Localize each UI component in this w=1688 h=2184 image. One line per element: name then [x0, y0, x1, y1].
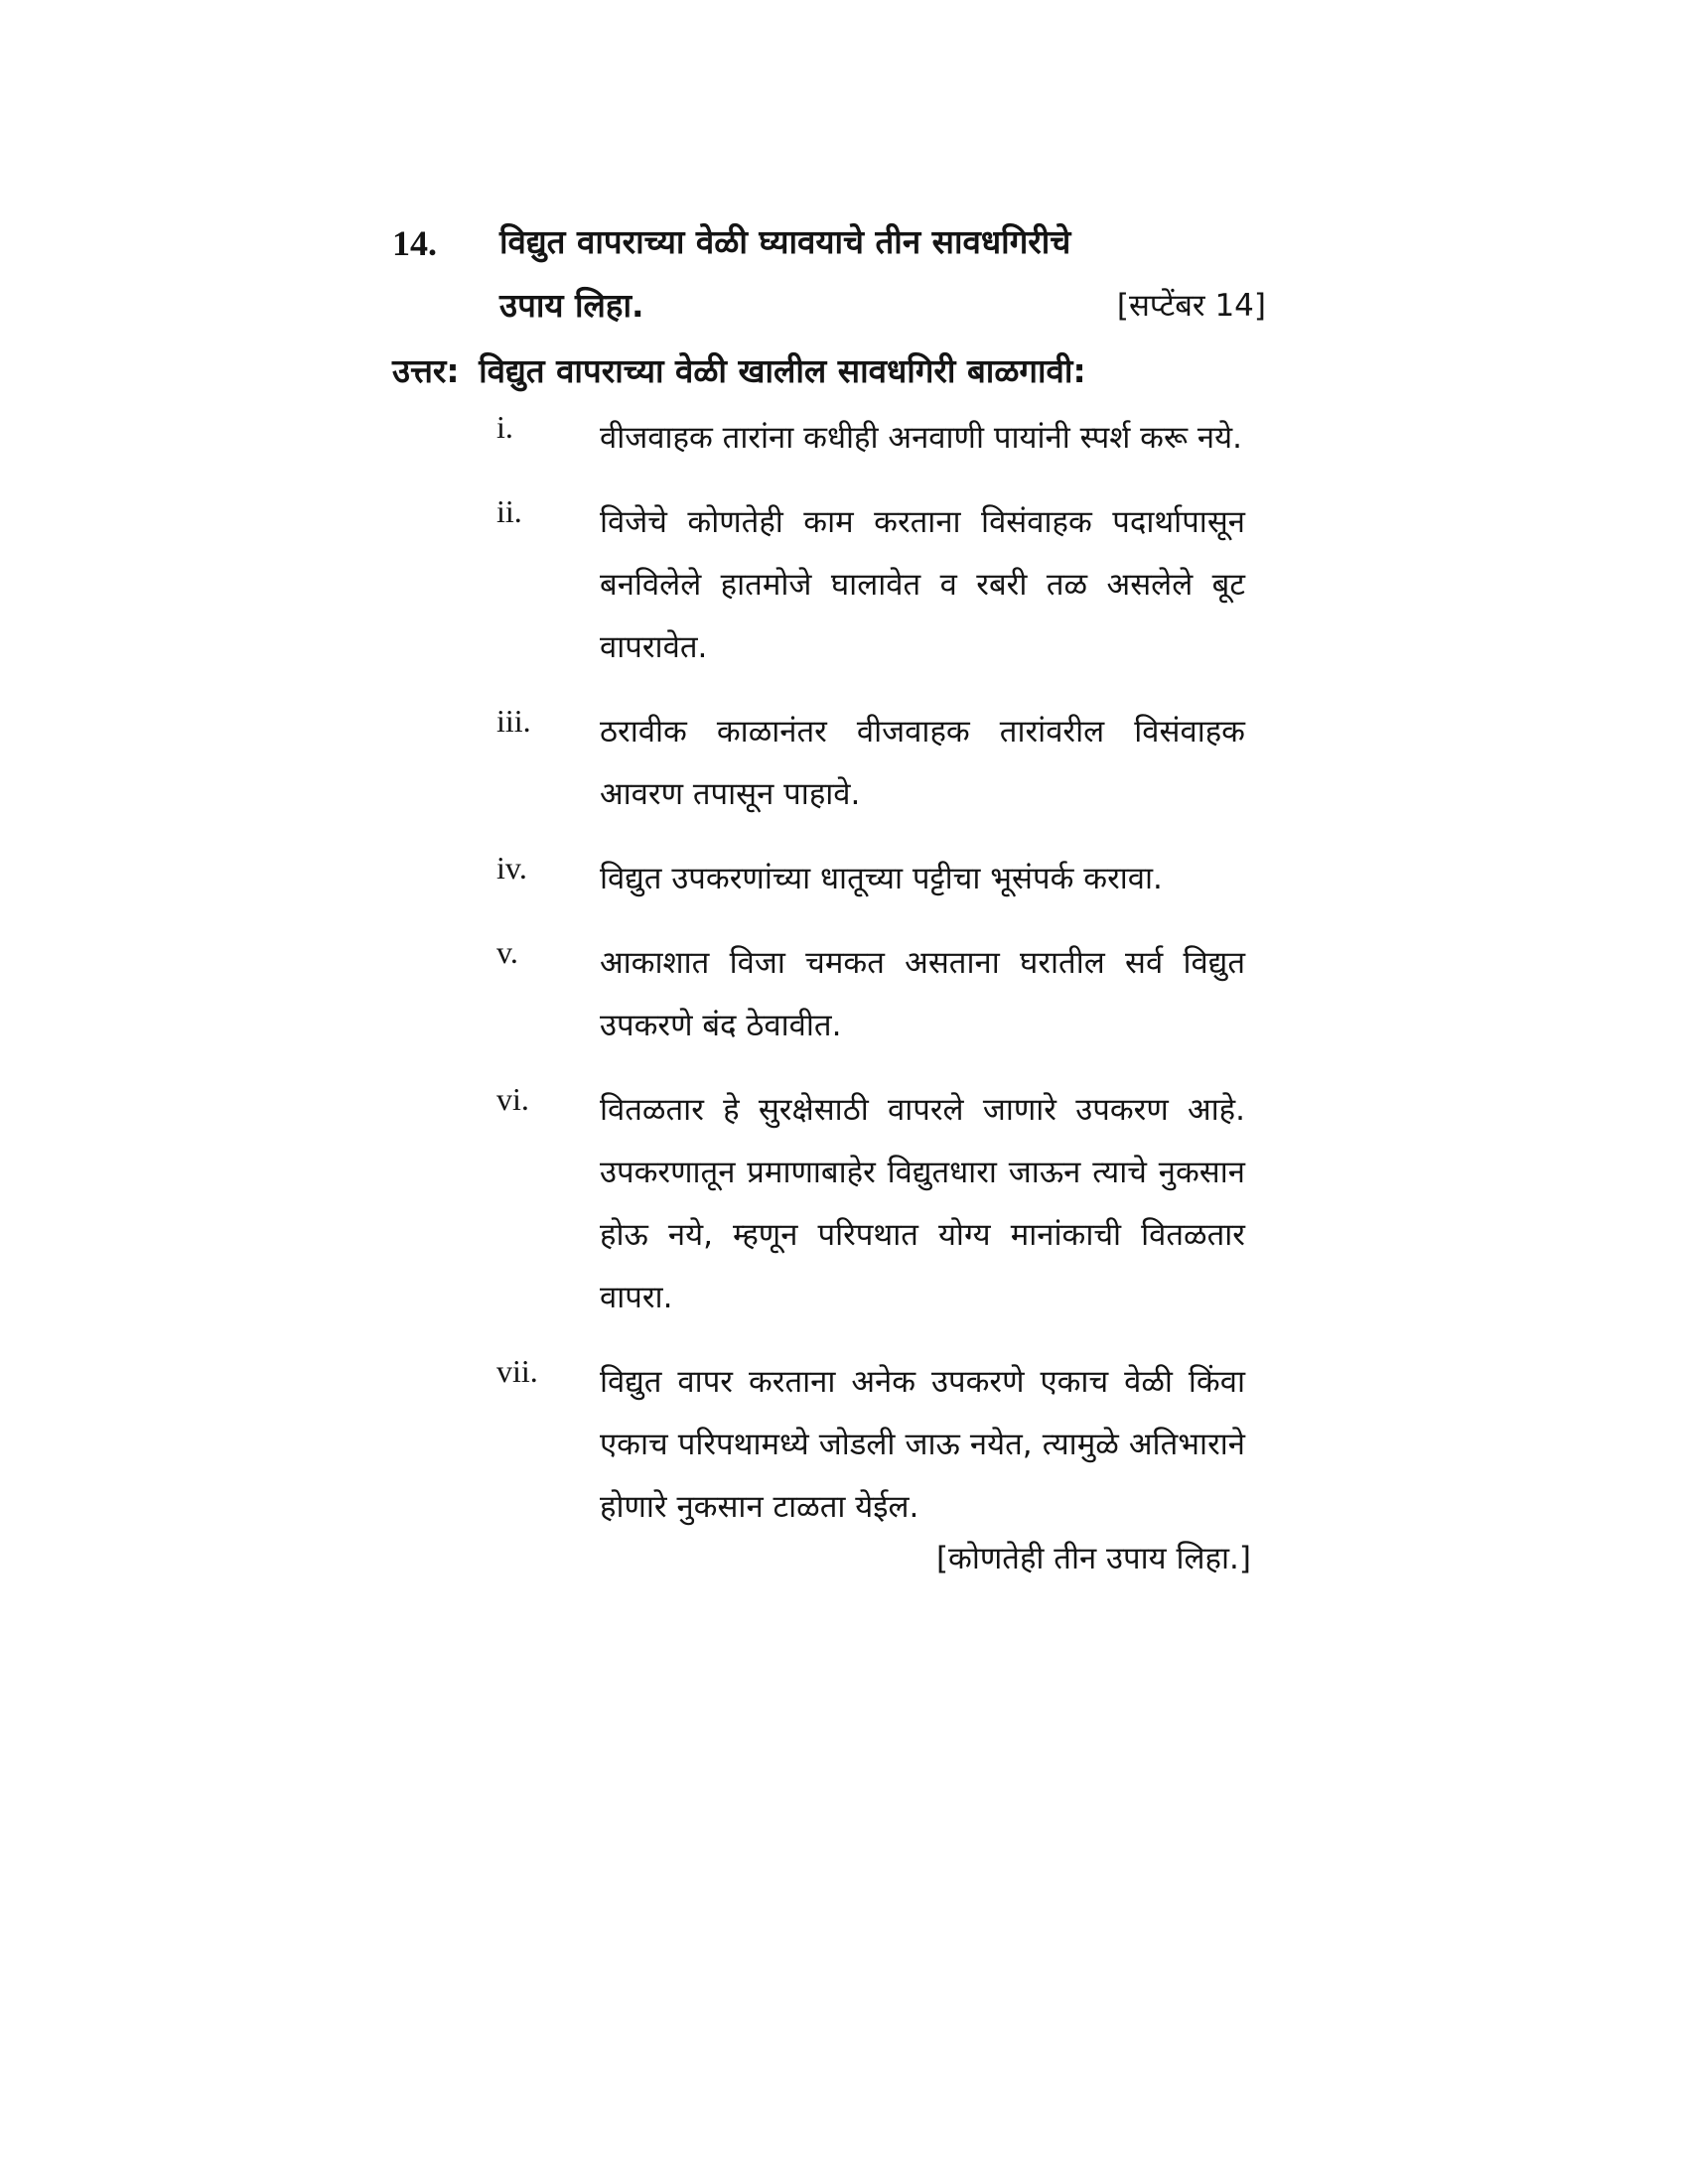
list-item-text: वितळतार हे सुरक्षेसाठी वापरले जाणारे उपकरण आहे. उपकरणातून प्रमाणाबाहेर विद्युतधारा जाऊन त्याचे नुकसान होऊ नये, म्हणून परिपथात योग्य मानांकाची वितळतार वापरा.: [600, 1092, 1245, 1315]
answer-list: [496, 407, 1281, 1561]
answer-label: उत्तर:: [392, 351, 460, 390]
list-item-number: vi.: [496, 1081, 529, 1117]
list-item-number: v.: [496, 934, 518, 970]
list-item: [496, 848, 1281, 910]
list-item: [496, 407, 1281, 470]
list-item-number: ii.: [496, 493, 522, 529]
question-text: [499, 210, 1266, 338]
list-item: [496, 932, 1281, 1057]
list-item: [496, 491, 1281, 679]
list-item-number: iv.: [496, 850, 527, 886]
list-item-number: iii.: [496, 703, 531, 739]
answer-note: [कोणतेही तीन उपाय लिहा.]: [935, 1541, 1251, 1576]
question-number: 14.: [392, 223, 437, 263]
list-item: [496, 1079, 1281, 1329]
list-item-text: आकाशात विजा चमकत असताना घरातील सर्व विद्युत उपकरणे बंद ठेवावीत.: [600, 945, 1245, 1043]
list-item: [496, 701, 1281, 826]
answer-intro: विद्युत वापराच्या वेळी खालील सावधगिरी बाळगावी:: [479, 351, 1086, 390]
list-item-text: विजेचे कोणतेही काम करताना विसंवाहक पदार्थापासून बनविलेले हातमोजे घालावेत व रबरी तळ असलेले बूट वापरावेत.: [600, 504, 1245, 665]
list-item-number: vii.: [496, 1353, 538, 1389]
list-item: [496, 1351, 1281, 1539]
question-reference: [सप्टेंबर 14]: [1116, 288, 1266, 324]
list-item-text: विद्युत वापर करताना अनेक उपकरणे एकाच वेळी किंवा एकाच परिपथामध्ये जोडली जाऊ नयेत, त्यामुळे अतिभाराने होणारे नुकसान टाळता येईल.: [600, 1364, 1245, 1525]
list-item-text: ठरावीक काळानंतर वीजवाहक तारांवरील विसंवाहक आवरण तपासून पाहावे.: [600, 714, 1245, 812]
list-item-text: वीजवाहक तारांना कधीही अनवाणी पायांनी स्पर्श करू नये.: [600, 420, 1242, 456]
list-item-number: i.: [496, 409, 513, 445]
question-text-line1: विद्युत वापराच्या वेळी घ्यावयाचे तीन सावधगिरीचे: [499, 222, 1071, 261]
question-text-line2: उपाय लिहा.: [499, 286, 644, 325]
list-item-text: विद्युत उपकरणांच्या धातूच्या पट्टीचा भूसंपर्क करावा.: [600, 861, 1163, 896]
answer-heading: [392, 347, 1286, 395]
